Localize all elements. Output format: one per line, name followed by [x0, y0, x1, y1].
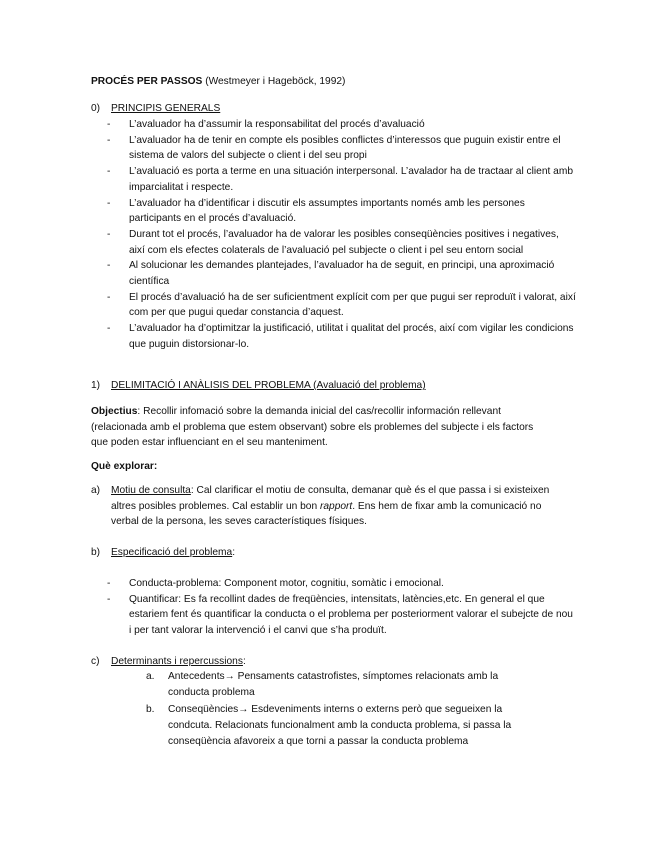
list-item: b. Conseqüències→ Esdeveniments interns o externs però que segueixen la condcuta. Relacionats funcionalment amb la conducta problema, si passa la conseqüència afavoreix a que torni a passar la conducta problema	[146, 704, 512, 747]
list-item: - Durant tot el procés, l’avaluador ha de valorar les posibles conseqüències positives i negatives, així com els efectes colaterals de l’avaluació pel subjecte o client i pel seu entorn social	[107, 228, 559, 256]
section-number: 0)	[91, 103, 101, 114]
list-item: - L’avaluació es porta a terme en una situación interpersonal. L’avalador ha de tractaar al client amb imparcialitat i respecte.	[107, 166, 573, 193]
list-item: - L’avaluador ha d’identificar i discutir els assumptes importants només amb les persones participants en el procés d’avaluació.	[107, 197, 525, 225]
item-b: b) Especificació del problema:	[91, 545, 551, 561]
item-label: b)	[91, 547, 101, 558]
objectives-paragraph	[91, 404, 551, 451]
title-main: PROCÉS PER PASSOS	[91, 76, 203, 87]
item-heading: Especificació del problema	[111, 547, 233, 558]
list-item: - L’avaluador ha d’assumir la responsabilitat del procés d’avaluació	[107, 119, 425, 130]
list-item: - Quantificar: Es fa recollint dades de freqüències, intensitats, latències,etc. En general el que estariem fent és quantificar la conducta o el problema per posteriorment valorar el subejcte de nou i per tant valorar la intervenció i el canvi que s’ha produït.	[107, 593, 573, 637]
item-label: a)	[91, 485, 101, 496]
item-heading: Motiu de consulta	[111, 485, 191, 496]
list-item: - El procés d’avaluació ha de ser suficientment explícit com per que pugui ser reproduït i valorat, així com per que pugui quedar constancia d’aquest.	[107, 291, 576, 319]
objectives-label: Objectius	[91, 406, 138, 417]
section-0-heading	[91, 101, 220, 117]
explore-heading: Què explorar:	[91, 461, 158, 472]
section-1-heading	[91, 378, 426, 394]
objectives-text: : Recollir infomació sobre la demanda inicial del cas/recollir información rellevant (relacionada amb el problema que estem observant) sobre els problemes del subjecte i els factors que poden estar influenciant en el seu manteniment.	[91, 406, 534, 449]
section-title: PRINCIPIS GENERALS	[111, 103, 221, 114]
list-item: - Al solucionar les demandes plantejades, l’avaluador ha de seguit, en principi, una aproximació científica	[107, 260, 555, 288]
item-a: a) Motiu de consulta: Cal clarificar el motiu de consulta, demanar què és el que passa i si existeixen altres posibles problemes. Cal establir un bon rapport. Ens hem de fixar amb la comunicació no verbal de la persona, les seves característiques físiques.	[91, 483, 551, 530]
item-c: c) Determinants i repercussions:	[91, 654, 551, 670]
problem-spec-list	[107, 576, 577, 639]
title-reference: (Westmeyer i Hageböck, 1992)	[205, 76, 346, 87]
section-number: 1)	[91, 380, 101, 391]
document-title	[91, 74, 345, 90]
list-item: a. Antecedents→ Pensaments catastrofistes, símptomes relacionats amb la conducta problema	[146, 671, 499, 698]
item-label: c)	[91, 656, 100, 667]
determinants-list	[146, 669, 536, 750]
principles-list	[107, 117, 577, 353]
list-item: - Conducta-problema: Component motor, cognitiu, somàtic i emocional.	[107, 578, 444, 589]
list-item: - L’avaluador ha d’optimitzar la justificació, utilitat i qualitat del procés, així com vigilar les condicions que puguin distorsionar-lo.	[107, 323, 574, 350]
list-item: - L’avaluador ha de tenir en compte els posibles conflictes d’interessos que puguin existir entre el sistema de valors del subjecte o client i del seu propi	[107, 134, 561, 162]
item-heading: Determinants i repercussions	[111, 656, 243, 667]
section-title: DELIMITACIÓ I ANÀLISIS DEL PROBLEMA (Avaluació del problema)	[111, 380, 426, 391]
